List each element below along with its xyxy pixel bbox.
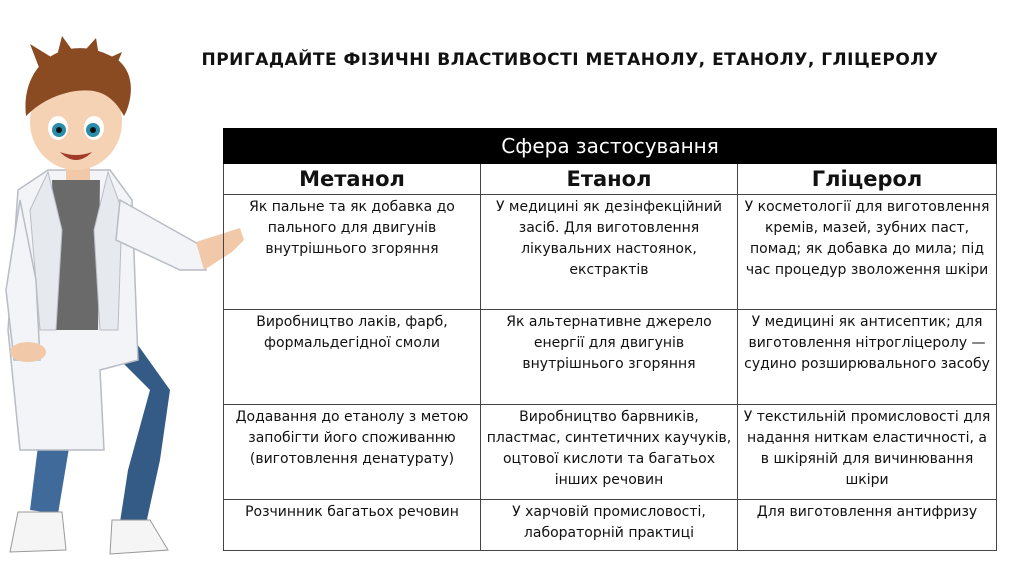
slide-title: ПРИГАДАЙТЕ ФІЗИЧНІ ВЛАСТИВОСТІ МЕТАНОЛУ, ЕТАНОЛУ, ГЛІЦЕРОЛУ xyxy=(201,50,939,70)
table-cell: Для виготовлення антифризу xyxy=(738,500,997,551)
table-row xyxy=(224,310,997,405)
table-header: Сфера застосування xyxy=(224,129,997,164)
applications-table xyxy=(223,128,997,551)
table-cell: У текстильній промисловості для надання ниткам еластичності, а в шкіряній для вичинювання шкіри xyxy=(738,405,997,500)
table-cell: Виробництво барвників, пластмас, синтетичних каучуків, оцтової кислоти та багатьох інших речовин xyxy=(481,405,738,500)
scientist-character-illustration xyxy=(0,30,250,574)
table-cell: Виробництво лаків, фарб, формальдегідної смоли xyxy=(224,310,481,405)
table-cell: У медицині як антисептик; для виготовлення нітрогліцеролу — судино розширювального засобу xyxy=(738,310,997,405)
column-header-methanol: Метанол xyxy=(224,164,481,195)
table-row xyxy=(224,405,997,500)
table-cell: Додавання до етанолу з метою запобігти його споживанню (виготовлення денатурату) xyxy=(224,405,481,500)
table-row xyxy=(224,195,997,310)
table-cell: Як пальне та як добавка до пального для двигунів внутрішнього згоряння xyxy=(224,195,481,310)
table-row xyxy=(224,500,997,551)
column-header-ethanol: Етанол xyxy=(481,164,738,195)
table-cell: Як альтернативне джерело енергії для двигунів внутрішнього згоряння xyxy=(481,310,738,405)
table-cell: У косметології для виготовлення кремів, мазей, зубних паст, помад; як добавка до мила; під час процедур зволоження шкіри xyxy=(738,195,997,310)
table-cell: У харчовій промисловості, лабораторній практиці xyxy=(481,500,738,551)
table-cell: Розчинник багатьох речовин xyxy=(224,500,481,551)
column-header-glycerol: Гліцерол xyxy=(738,164,997,195)
table-cell: У медицині як дезінфекційний засіб. Для виготовлення лікувальних настоянок, екстрактів xyxy=(481,195,738,310)
